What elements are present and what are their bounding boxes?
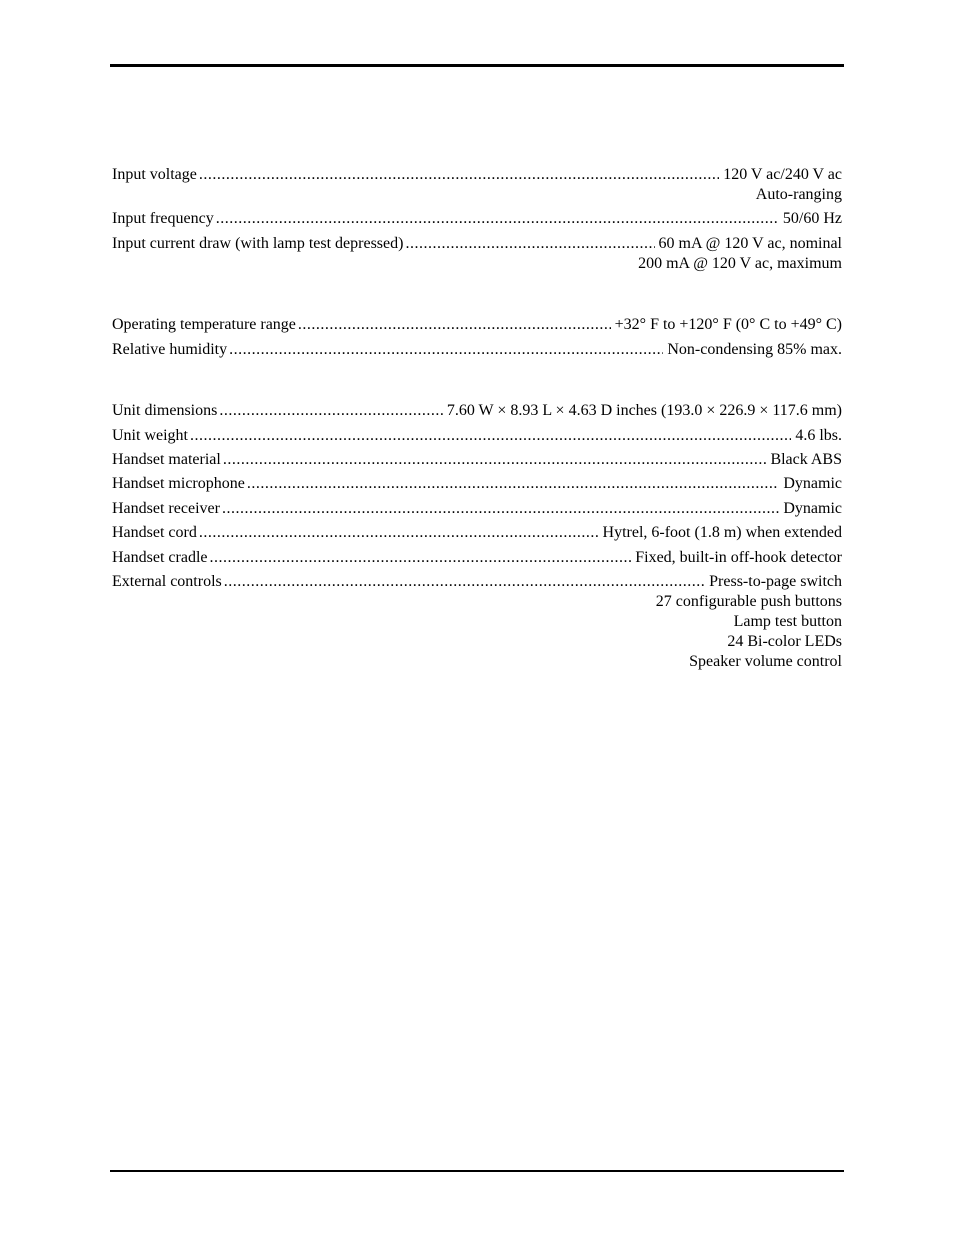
spec-value: Fixed, built-in off-hook detector (635, 549, 842, 566)
spec-value: 7.60 W × 8.93 L × 4.63 D inches (193.0 × 226.9 × 117.6 mm) (446, 402, 842, 419)
spec-value-continued: 24 Bi-color LEDs (727, 633, 842, 650)
spec-value-continued: Auto-ranging (755, 186, 842, 203)
spec-value: Hytrel, 6-foot (1.8 m) when extended (602, 524, 842, 541)
spec-label: Input current draw (with lamp test depressed) (112, 235, 404, 252)
dot-leader (223, 450, 767, 470)
spec-row-input-voltage (112, 165, 842, 205)
spec-value: 120 V ac/240 V ac (723, 166, 842, 183)
spec-row-operating-temperature (112, 315, 842, 335)
spec-value: Black ABS (770, 451, 842, 468)
spec-label: Handset cradle (112, 549, 208, 566)
spec-value: +32° F to +120° F (0° C to +49° C) (614, 316, 842, 333)
spec-row-unit-dimensions (112, 401, 842, 421)
spec-label: Handset microphone (112, 475, 245, 492)
spec-label: Unit dimensions (112, 402, 218, 419)
spec-label: Operating temperature range (112, 316, 296, 333)
spec-row-input-current-draw (112, 234, 842, 274)
spec-row-handset-cradle (112, 548, 842, 568)
spec-value: Press-to-page switch (709, 573, 842, 590)
dot-leader (199, 165, 719, 185)
spec-label: Handset material (112, 451, 221, 468)
spec-row-external-controls (112, 572, 842, 672)
dot-leader (210, 548, 632, 568)
dot-leader (222, 499, 779, 519)
header-rule (110, 64, 844, 67)
spec-row-input-frequency (112, 209, 842, 229)
spec-value: 60 mA @ 120 V ac, nominal (658, 235, 842, 252)
spec-value-continued: 27 configurable push buttons (655, 593, 842, 610)
spec-label: Unit weight (112, 427, 188, 444)
spec-label: Relative humidity (112, 341, 228, 358)
spec-label: External controls (112, 573, 222, 590)
dot-leader (219, 401, 442, 421)
spec-label: Input frequency (112, 210, 214, 227)
footer-rule (110, 1170, 844, 1172)
spec-value-continued: Speaker volume control (689, 653, 842, 670)
dot-leader (405, 234, 654, 254)
dot-leader (247, 474, 779, 494)
spec-row-handset-microphone (112, 474, 842, 494)
spec-row-unit-weight (112, 426, 842, 446)
spec-label: Handset receiver (112, 500, 220, 517)
dot-leader (190, 426, 791, 446)
spec-label: Handset cord (112, 524, 197, 541)
dot-leader (229, 340, 663, 360)
spec-label: Input voltage (112, 166, 197, 183)
spec-row-handset-receiver (112, 499, 842, 519)
spec-value: 4.6 lbs. (795, 427, 842, 444)
dot-leader (216, 209, 779, 229)
dot-leader (224, 572, 705, 592)
spec-value: 50/60 Hz (782, 210, 842, 227)
spec-row-handset-cord (112, 523, 842, 543)
dot-leader (199, 523, 599, 543)
spec-row-handset-material (112, 450, 842, 470)
spec-value: Dynamic (783, 500, 842, 517)
spec-value-continued: Lamp test button (733, 613, 842, 630)
dot-leader (298, 315, 611, 335)
spec-value: Dynamic (783, 475, 842, 492)
spec-value-continued: 200 mA @ 120 V ac, maximum (638, 255, 842, 272)
spec-value: Non-condensing 85% max. (667, 341, 842, 358)
spec-row-relative-humidity (112, 340, 842, 360)
